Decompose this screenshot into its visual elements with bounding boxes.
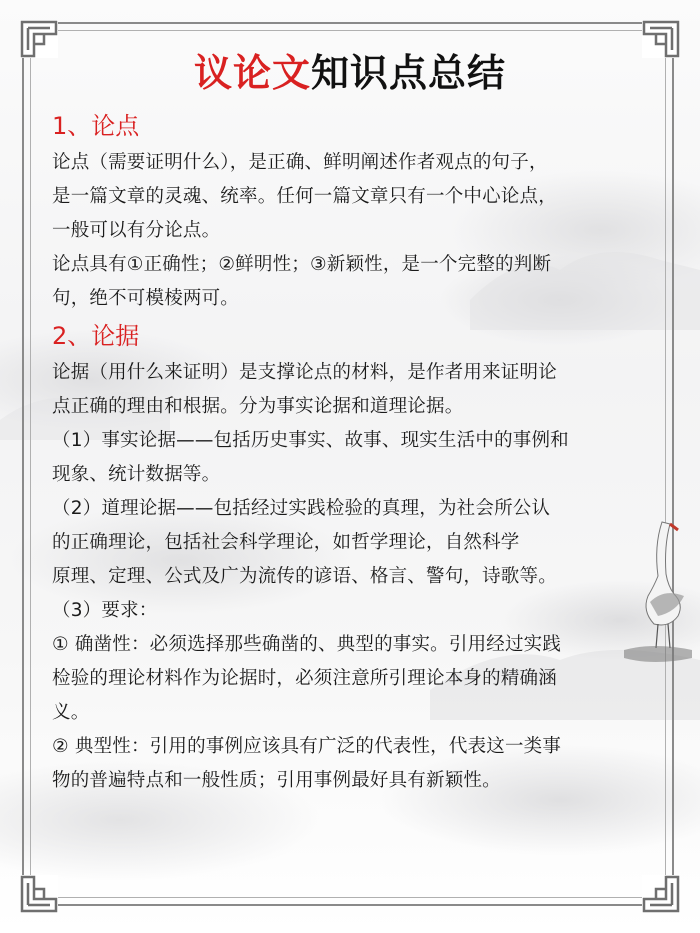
text-line: ② 典型性：引用的事例应该具有广泛的代表性，代表这一类事 <box>52 736 562 757</box>
text-line: 句，绝不可模棱两可。 <box>52 288 240 309</box>
section-heading-thesis: 1、论点 <box>52 112 140 140</box>
paragraph <box>52 730 652 798</box>
text-line: （3）要求： <box>52 600 158 621</box>
text-line: 原理、定理、公式及广为流传的谚语、格言、警句，诗歌等。 <box>52 566 557 587</box>
paragraph <box>52 594 652 628</box>
section-heading-evidence: 2、论据 <box>52 322 140 350</box>
article-body <box>52 106 652 798</box>
text-line: （2）道理论据——包括经过实践检验的真理，为社会所公认 <box>52 498 551 519</box>
text-line: 论点（需要证明什么），是正确、鲜明阐述作者观点的句子， <box>52 152 548 173</box>
title-rest: 知识点总结 <box>311 51 507 95</box>
corner-ornament-icon <box>642 875 680 913</box>
text-line: 现象、统计数据等。 <box>52 464 221 485</box>
text-line: 检验的理论材料作为论据时，必须注意所引理论本身的精确涵 <box>52 668 557 689</box>
corner-ornament-icon <box>20 875 58 913</box>
paragraph <box>52 628 652 730</box>
text-line: ① 确凿性：必须选择那些确凿的、典型的事实。引用经过实践 <box>52 634 562 655</box>
paragraph <box>52 492 652 594</box>
text-line: 义。 <box>52 702 90 723</box>
paragraph <box>52 424 652 492</box>
text-line: （1）事实论据——包括历史事实、故事、现实生活中的事例和 <box>52 430 569 451</box>
text-line: 论据（用什么来证明）是支撑论点的材料，是作者用来证明论 <box>52 362 557 383</box>
text-line: 论点具有①正确性；②鲜明性；③新颖性，是一个完整的判断 <box>52 254 552 275</box>
paragraph <box>52 248 652 316</box>
text-line: 物的普遍特点和一般性质；引用事例最好具有新颖性。 <box>52 770 501 791</box>
text-line: 是一篇文章的灵魂、统率。任何一篇文章只有一个中心论点， <box>52 186 557 207</box>
text-line: 点正确的理由和根据。分为事实论据和道理论据。 <box>52 396 464 417</box>
text-line: 的正确理论，包括社会科学理论，如哲学理论，自然科学 <box>52 532 520 553</box>
paragraph <box>52 146 652 248</box>
title-highlight: 议论文 <box>193 51 311 95</box>
text-line: 一般可以有分论点。 <box>52 220 221 241</box>
page-title <box>0 48 700 98</box>
paragraph <box>52 356 652 424</box>
